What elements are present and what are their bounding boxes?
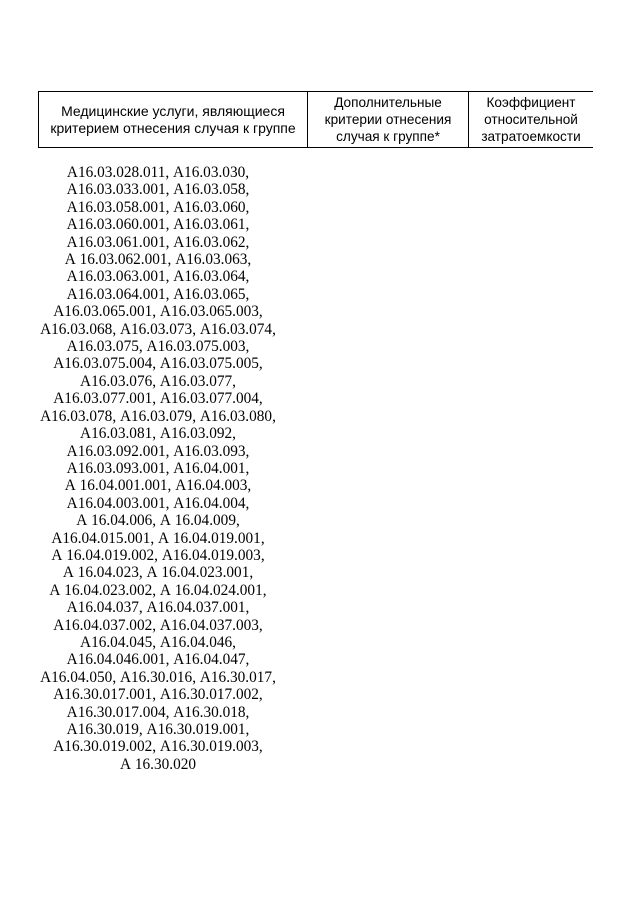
code-line: А16.03.081, А16.03.092, <box>80 425 236 443</box>
header-line: Коэффициент <box>486 95 576 110</box>
code-line: А 16.04.019.002, А16.04.019.003, <box>51 546 265 564</box>
code-line: А16.03.065.001, А16.03.065.003, <box>53 303 263 321</box>
header-cost-coefficient <box>469 92 593 147</box>
code-line: А16.03.060.001, А16.03.061, <box>66 216 250 234</box>
code-line: А 16.04.006, А 16.04.009, <box>76 512 240 530</box>
code-line: А16.03.076, А16.03.077, <box>80 372 236 390</box>
code-line: А16.03.033.001, А16.03.058, <box>66 181 250 199</box>
code-line: А16.03.077.001, А16.03.077.004, <box>53 390 263 408</box>
code-line: А16.04.045, А16.04.046, <box>80 633 236 651</box>
code-line: А16.03.068, А16.03.073, А16.03.074, <box>40 320 276 338</box>
code-line: А16.30.017.004, А16.30.018, <box>66 703 250 721</box>
header-line: критерием отнесения случая к группе <box>50 119 296 136</box>
code-line: А16.03.063.001, А16.03.064, <box>66 268 250 286</box>
code-line: А 16.04.023, А 16.04.023.001, <box>62 564 254 582</box>
code-line: А16.30.019, А16.30.019.001, <box>66 721 250 738</box>
header-line: критерии отнесения <box>324 112 452 127</box>
header-line: относительной <box>484 112 578 127</box>
table-header-row <box>38 91 593 148</box>
header-line: Дополнительные <box>334 95 442 110</box>
header-line: случая к группе* <box>336 129 440 144</box>
code-line: А16.03.078, А16.03.079, А16.03.080, <box>40 407 276 425</box>
code-line: А16.04.037.002, А16.04.037.003, <box>53 616 263 634</box>
code-line: А 16.03.062.001, А16.03.063, <box>64 251 252 269</box>
code-line: А16.03.075, А16.03.075.003, <box>66 338 250 356</box>
code-line: А16.30.019.002, А16.30.019.003, <box>53 738 263 756</box>
medical-service-codes <box>38 164 278 773</box>
code-line: А16.04.050, А16.30.016, А16.30.017, <box>40 668 276 686</box>
header-line: Медицинские услуги, являющиеся <box>61 102 285 119</box>
code-line: А16.04.003.001, А16.04.004, <box>66 494 250 512</box>
code-line: А16.04.037, А16.04.037.001, <box>66 599 250 617</box>
code-line: А16.03.061.001, А16.03.062, <box>66 233 250 251</box>
code-line: А16.03.075.004, А16.03.075.005, <box>53 355 263 373</box>
header-line: затратоемкости <box>481 129 581 144</box>
code-line: А16.03.092.001, А16.03.093, <box>66 442 250 460</box>
header-medical-services <box>38 92 308 147</box>
code-line: А16.04.046.001, А16.04.047, <box>66 651 250 669</box>
code-line: А16.04.015.001, А 16.04.019.001, <box>51 529 265 547</box>
code-line: А 16.30.020 <box>119 755 197 773</box>
code-line: А16.03.093.001, А16.04.001, <box>66 459 250 477</box>
code-line: А16.03.028.011, А16.03.030, <box>66 164 250 181</box>
code-line: А 16.04.023.002, А 16.04.024.001, <box>49 581 267 599</box>
code-line: А 16.04.001.001, А16.04.003, <box>64 477 252 495</box>
code-line: А16.03.058.001, А16.03.060, <box>66 198 250 216</box>
code-line: А16.03.064.001, А16.03.065, <box>66 285 250 303</box>
header-additional-criteria <box>308 92 469 147</box>
code-line: А16.30.017.001, А16.30.017.002, <box>53 686 263 704</box>
